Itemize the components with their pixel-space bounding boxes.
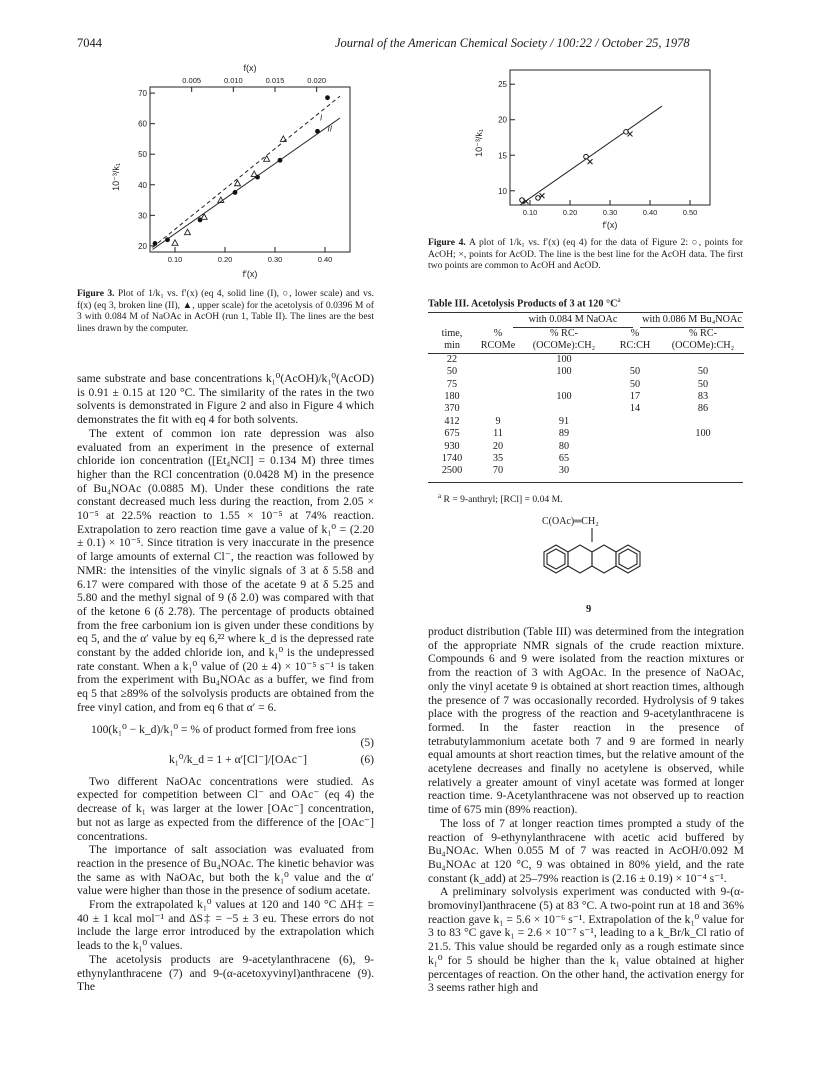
table-3-cell	[476, 391, 520, 403]
table-3	[428, 328, 744, 478]
table-3-cell: 80	[558, 440, 570, 452]
left-paragraph-3: Two different NaOAc concentrations were studied. As expected for competition between Cl⁻ and OAc⁻ (eq 4) the decrease of k₁ was larger at the lower [OAc⁻] concentration, but not as large as expected from the difference of the [OAc⁻] concentrations.	[77, 774, 374, 843]
figure-3-point-triangle	[172, 240, 178, 246]
figure-4-x-tick-label: 0.30	[602, 208, 618, 217]
table-3-cell	[608, 428, 662, 440]
right-paragraph-3: A preliminary solvolysis experiment was conducted with 9-(α-bromovinyl)anthracene (5) at 83 °C. A two-point run at 18 and 36% reaction gave k₁ = 5.6 × 10⁻⁶ s⁻¹. Extrapolation of the k₁⁰ value for 3 to 83 °C gave k₁ = 2.6 × 10⁻⁷ s⁻¹, leading to a k_Br/k_Cl ratio of 21.5. This value should be regarded only as a rough estimate since k₁⁰ for 5 should be higher than the k₁ value obtained at higher percentages of reaction. On the other hand, the activation energy for 3 seems rather high and	[428, 885, 744, 995]
figure-3-y-tick-label: 70	[138, 89, 147, 99]
table-3-row	[428, 379, 744, 391]
figure-3-x-tick-label: 0.40	[317, 255, 333, 264]
equation-5-row	[77, 723, 374, 737]
right-column	[428, 625, 744, 995]
figure-4-chart	[470, 58, 720, 233]
equation-6: k₁⁰/k_d = 1 + α′[Cl⁻]/[OAc⁻]	[169, 752, 307, 766]
table-3-cell: 70	[492, 465, 504, 477]
table-3-cell: 9	[495, 415, 501, 427]
figure-4-plot-frame	[510, 70, 710, 205]
table-3-cell: 100	[556, 391, 572, 403]
table-3-cell: 11	[493, 428, 503, 440]
left-column	[77, 372, 374, 994]
table-3-cell: 50	[629, 366, 641, 378]
figure-4-fit-line	[520, 106, 662, 205]
table-3-cell: 370	[444, 403, 460, 415]
table-3-header: (OCOMe):CH₂	[671, 340, 735, 352]
figure-3-point-circle	[255, 175, 260, 180]
figure-3-point-circle	[325, 95, 330, 100]
table-3-bottom-rule	[428, 482, 743, 483]
equation-6-number: (6)	[360, 752, 374, 766]
table-3-cell: 100	[556, 353, 572, 365]
table-3-row	[428, 428, 744, 440]
left-paragraph-5: From the extrapolated k₁⁰ values at 120 and 140 °C ΔH‡ = 40 ± 1 kcal mol⁻¹ and ΔS‡ = −5 ± 3 eu. These errors do not include the large error introduced by the extrapolation which leads to the k₁⁰ values.	[77, 898, 374, 953]
table-3-cell: 22	[446, 353, 458, 365]
left-paragraph-1: same substrate and base concentrations k₁⁰(AcOH)/k₁⁰(AcOD) is 0.91 ± 0.15 at 120 °C. The similarity of the rates in the two solvents is demonstrated in Figure 2 and also in Figure 4 which demonstrates the fit with eq 4 for both solvents.	[77, 372, 374, 427]
table-3-cell: 86	[697, 403, 709, 415]
table-3-cell: 65	[558, 453, 570, 465]
figure-3-point-triangle	[264, 156, 270, 162]
table-3-cell	[476, 379, 520, 391]
figure-3-top-tick-label: 0.015	[265, 76, 285, 85]
table-3-cell	[608, 465, 662, 477]
table-3-cell	[476, 366, 520, 378]
table-3-row	[428, 366, 744, 378]
figure-3-line-I	[153, 118, 341, 250]
figure-4-x-tick-label: 0.10	[522, 208, 538, 217]
right-paragraph-1: product distribution (Table III) was determined from the integration of the appropriate NMR signals of the crude reaction mixture. Compounds 6 and 9 were isolated from the reaction mixtures or from the reaction of 3 with AgOAc. In the presence of NaOAc, only the vinyl acetate 9 is obtained at short reaction times, although the presence of 7 was occasionally recorded. Hydrolysis of 9 takes place with the progress of the reaction and 9-acetylanthracene is formed. In the faster reaction in the presence of tetrabutylammonium acetate both 7 and 9 are formed in nearly equal amounts at short reaction times, but the relative amount of the acetylene decreases and finally no acetylene is observed, while relatively a greater amount of vinyl acetate was formed at longer reaction time. 9-Acetylanthracene was not observed up to reaction time of 675 min (89% reaction).	[428, 625, 744, 817]
right-paragraph-2: The loss of 7 at longer reaction times prompted a study of the reaction of 9-ethynylanthracene with acetic acid buffered by Bu₄NOAc. When 0.055 M of 7 was reacted in AcOH/0.092 M Bu₄NOAc at 120 °C, 9 was obtained in 80% yield, and the rate constant (k_add) at 25–79% reaction is (2.16 ± 0.19) × 10⁻⁴ s⁻¹.	[428, 816, 744, 885]
figure-3-x-tick-label: 0.20	[217, 255, 233, 264]
table-3-cell: 89	[558, 428, 570, 440]
figure-3-top-tick-label: 0.020	[307, 76, 327, 85]
table-3-cell	[662, 453, 744, 465]
table-3-cell	[476, 403, 520, 415]
figure-4-y-tick-label: 15	[498, 151, 507, 161]
table-3-cell: 35	[492, 453, 504, 465]
table-3-header: RC:CH	[619, 340, 651, 352]
figure-3-caption-text: Plot of 1/k₁ vs. f′(x) (eq 4, solid line (I), ○, lower scale) and vs. f(x) (eq 3, broken line (II), ▲, upper scale) for the acetolysis of 0.0396 M of 3 with 0.084 M of NaOAc in AcOH (run 1, Table II). The lines are the best lines drawn by the computer.	[77, 288, 374, 334]
figure-4-point-circle	[584, 154, 589, 159]
table-3-cell: 930	[444, 440, 460, 452]
table-3-header: RCOMe	[480, 340, 516, 352]
table-3-cell: 50	[629, 378, 641, 390]
table-3-cell	[476, 353, 520, 366]
table-3-cell: 50	[697, 366, 709, 378]
equation-5-number-row	[77, 736, 374, 750]
figure-3-point-triangle	[280, 136, 286, 142]
table-3-cell	[520, 379, 608, 391]
figure-3-line-II	[153, 96, 341, 247]
table-3-cell: 180	[444, 391, 460, 403]
table-3-cell	[608, 416, 662, 428]
table-3-row	[428, 465, 744, 477]
figure-3-plot-frame	[150, 87, 350, 252]
table-3-header: (OCOMe):CH₂	[532, 340, 596, 352]
figure-3-x-tick-label: 0.30	[267, 255, 283, 264]
table-3-cell: 100	[556, 366, 572, 378]
figure-4-y-tick-label: 10	[498, 186, 507, 196]
table-3-cell	[662, 416, 744, 428]
figure-3-y-tick-label: 50	[138, 150, 147, 160]
table-3-footnote-mark: a	[438, 492, 442, 500]
figure-3-y-axis-title: 10⁻³/k₁	[111, 163, 121, 191]
table-3-header-row	[428, 340, 744, 353]
table-3-cell	[608, 453, 662, 465]
figure-4-x-tick-label: 0.40	[642, 208, 658, 217]
table-3-title-text: Table III. Acetolysis Products of 3 at 120 °C	[428, 298, 618, 310]
page-number: 7044	[77, 36, 102, 50]
table-3-group-bu4n: with 0.086 M Bu₄NOAc	[642, 314, 742, 325]
figure-4-caption-label: Figure 4.	[428, 237, 466, 248]
figure-3-caption	[77, 288, 374, 334]
figure-3-line-label-II: II	[327, 124, 332, 134]
table-3-group-nan: with 0.084 M NaOAc	[528, 314, 618, 325]
figure-3-line-label-I: I	[320, 113, 323, 123]
table-3-top-rule	[428, 312, 743, 313]
table-3-header: %	[493, 328, 503, 339]
figure-3-top-tick-label: 0.005	[182, 76, 202, 85]
table-3-header: %	[630, 328, 640, 339]
table-3-footnote-text: R = 9-anthryl; [RCl] = 0.04 M.	[443, 494, 563, 506]
table-3-row	[428, 441, 744, 453]
table-3-cell	[520, 403, 608, 415]
figure-3-y-tick-label: 30	[138, 211, 147, 221]
table-3-cell: 14	[629, 403, 641, 415]
table-3-row	[428, 453, 744, 465]
figure-3-point-circle	[233, 190, 238, 195]
structure-9-anthracene-drawing	[520, 528, 680, 604]
structure-9-number: 9	[586, 604, 592, 615]
equation-6-row	[77, 753, 374, 767]
figure-4-caption	[428, 237, 743, 272]
figure-3-point-circle	[278, 158, 283, 163]
figure-4-x-tick-label: 0.50	[682, 208, 698, 217]
figure-3-point-circle	[153, 241, 158, 246]
table-3-header: time,	[441, 328, 463, 339]
figure-3-point-triangle	[185, 229, 191, 235]
left-paragraph-6: The acetolysis products are 9-acetylanthracene (6), 9-ethynylanthracene (7) and 9-(α-acetoxyvinyl)anthracene (9). The	[77, 952, 374, 994]
table-3-header: % RC-	[549, 328, 578, 339]
figure-3-top-tick-label: 0.010	[223, 76, 243, 85]
figure-4-point-cross	[628, 131, 633, 136]
table-3-cell: 30	[558, 465, 570, 477]
figure-4-caption-text: A plot of 1/k₁ vs. f′(x) (eq 4) for the data of Figure 2: ○, points for AcOH; ×, points for AcOD. The line is the best line for the AcOH data. The first two points are common to AcOH and AcOD.	[428, 237, 743, 272]
table-3-cell	[662, 465, 744, 477]
table-3-header: min	[444, 340, 460, 352]
table-3-header: % RC-	[688, 328, 717, 339]
running-head: Journal of the American Chemical Society / 100:22 / October 25, 1978	[335, 36, 690, 50]
table-3-cell: 1740	[441, 453, 463, 465]
figure-3-bottom-axis-title: f′(x)	[242, 269, 258, 279]
figure-4-y-axis-title: 10⁻³/k₁	[474, 129, 484, 157]
figure-3-point-circle	[165, 237, 170, 242]
left-paragraph-2: The extent of common ion rate depression was also evaluated from an experiment in the presence of external chloride ion concentration ([Et₄NCl] = 0.134 M) three times higher than the RCl concentration (0.0428 M) in the presence of Bu₄NOAc (0.0885 M). Under these conditions the rate constant decreased much less during the reaction, from 2.05 × 10⁻⁵ at 22.5% reaction to 1.55 × 10⁻⁵ at 74% reaction. Extrapolation to zero reaction time gave a value of k₁⁰ = (2.20 ± 0.1) × 10⁻⁵. Since titration is very inaccurate in the presence of large amounts of external Cl⁻, the reaction was followed by NMR: the intensities of the vinylic signals of 3 at δ 5.58 and 6.17 were compared with those of the acetate 9 at δ 5.25 and 5.80 and the methyl signal of 9 (δ 2.0) was compared with that of the ketone 6 (δ 2.78). The percentage of products obtained from the free carbonium ion is given under these conditions by eq 5, and the α′ value by eq 6,²² where k_d is the depressed rate constant by the added chloride ion, and k₁⁰ is the undepressed rate constant. When a k₁⁰ value of (20 ± 4) × 10⁻⁵ s⁻¹ is taken from the experiment with Bu₄NOAc as a buffer, we find from eq 5 that ≥89% of the solvolysis products are obtained from the free vinyl cation, and from eq 6 that α′ = 6.	[77, 426, 374, 714]
table-3-row	[428, 353, 744, 366]
figure-4-x-tick-label: 0.20	[562, 208, 578, 217]
figure-3-point-triangle	[251, 171, 257, 177]
table-3-cell: 75	[446, 378, 458, 390]
table-3-title	[428, 296, 621, 309]
table-3-cell	[662, 353, 744, 366]
figure-3-x-tick-label: 0.10	[167, 255, 183, 264]
figure-3-chart	[105, 62, 370, 284]
figure-3-point-circle	[315, 129, 320, 134]
table-3-cell: 83	[697, 391, 709, 403]
table-3-cell: 91	[558, 415, 570, 427]
table-3-cell: 2500	[441, 465, 463, 477]
table-3-cell	[662, 441, 744, 453]
figure-4-x-axis-title: f′(x)	[602, 220, 618, 230]
table-3-row	[428, 416, 744, 428]
table-3-row	[428, 391, 744, 403]
figure-3-y-tick-label: 20	[138, 241, 147, 251]
left-paragraph-4: The importance of salt association was evaluated from reaction in the presence of Bu₄NOAc. The kinetic behavior was the same as with NaOAc, but both the k₁⁰ value and the α′ value were higher than those in the presence of sodium acetate.	[77, 843, 374, 898]
figure-4-y-tick-label: 25	[498, 80, 507, 90]
table-3-cell: 100	[695, 428, 711, 440]
table-3-cell: 50	[446, 366, 458, 378]
table-3-footnote	[438, 492, 563, 505]
table-3-cell: 50	[697, 378, 709, 390]
figure-3-y-tick-label: 40	[138, 180, 147, 190]
figure-3-caption-label: Figure 3.	[77, 288, 115, 299]
figure-4-point-cross	[540, 193, 545, 198]
table-3-row	[428, 403, 744, 415]
figure-4-y-tick-label: 20	[498, 115, 507, 125]
figure-3-top-axis-title: f(x)	[243, 63, 257, 73]
equation-5-number: (5)	[360, 736, 374, 750]
structure-9-substituent: C(OAc)═CH₂	[542, 516, 599, 527]
table-3-cell: 20	[492, 440, 504, 452]
table-3-cell: 17	[629, 391, 641, 403]
table-3-title-mark: a	[617, 296, 621, 304]
figure-4-point-circle	[520, 198, 525, 203]
equation-5: 100(k₁⁰ − k_d)/k₁⁰ = % of product formed from free ions	[91, 722, 356, 736]
figure-3-y-tick-label: 60	[138, 119, 147, 129]
figure-4-point-cross	[588, 159, 593, 164]
table-3-cell: 412	[444, 415, 460, 427]
table-3-cell	[608, 353, 662, 366]
table-3-header-row	[428, 328, 744, 340]
table-3-cell	[608, 441, 662, 453]
table-3-cell: 675	[444, 428, 460, 440]
